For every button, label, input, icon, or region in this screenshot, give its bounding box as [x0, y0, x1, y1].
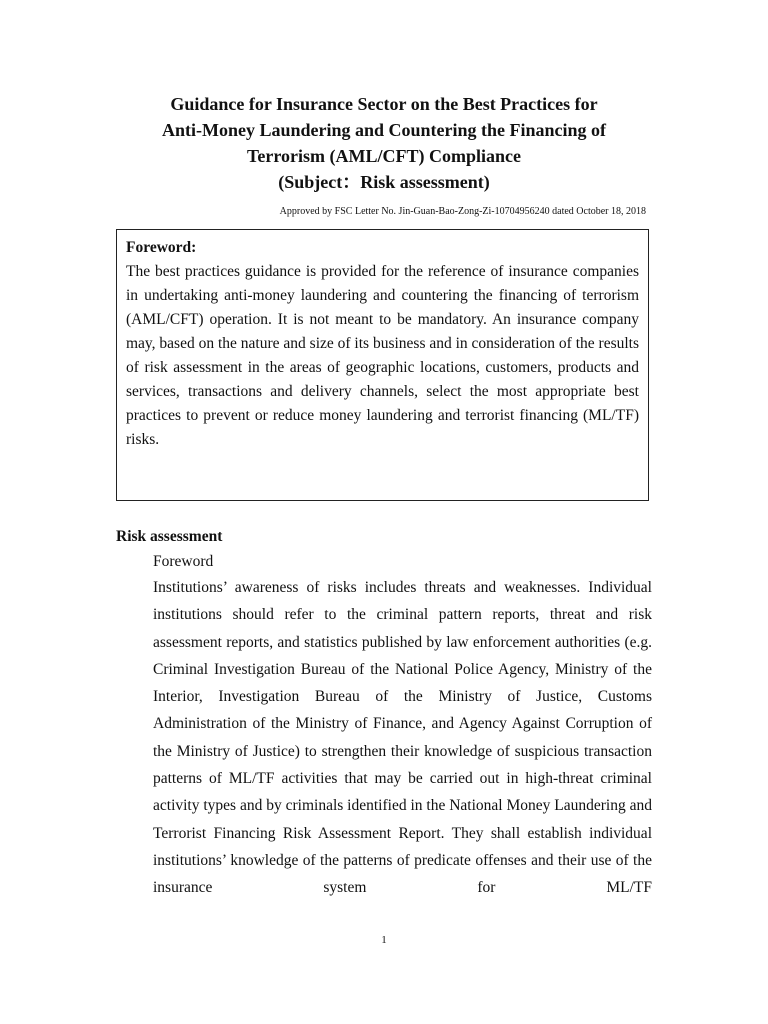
document-title	[100, 91, 668, 195]
title-line-4: (Subject：Risk assessment)	[278, 172, 490, 192]
foreword-box-heading: Foreword:	[126, 239, 197, 256]
section-heading: Risk assessment	[116, 528, 223, 545]
title-line-3: Terrorism (AML/CFT) Compliance	[247, 146, 521, 166]
page-number: 1	[381, 934, 387, 946]
section-body-text: Institutions’ awareness of risks includes threats and weaknesses. Individual institutions should refer to the criminal pattern reports, threat and risk assessment reports, and statistics published by law enforcement authorities (e.g. Criminal Investigation Bureau of the National Police Agency, Ministry of the Interior, Investigation Bureau of the Ministry of Justice, Customs Administration of the Ministry of Finance, and Agency Against Corruption of the Ministry of Justice) to strengthen their knowledge of suspicious transaction patterns of ML/TF activities that may be carried out in high-threat criminal activity types and by criminals identified in the National Money Laundering and Terrorist Financing Risk Assessment Report. They shall establish individual institutions’ knowledge of the patterns of predicate offenses and their use of the insurance system for ML/TF	[153, 579, 652, 897]
foreword-box	[116, 229, 649, 501]
title-line-2: Anti-Money Laundering and Countering the Financing of	[161, 120, 607, 140]
title-line-1: Guidance for Insurance Sector on the Best Practices for	[170, 94, 598, 114]
section-subheading: Foreword	[153, 553, 214, 570]
foreword-box-text: The best practices guidance is provided for the reference of insurance companies in undertaking anti-money laundering and countering the financing of terrorism (AML/CFT) operation. It is not meant to be mandatory. An insurance company may, based on the nature and size of its business and in consideration of the results of risk assessment in the areas of geographic locations, customers, products and services, transactions and delivery channels, select the most appropriate best practices to prevent or reduce money laundering and terrorist financing (ML/TF) risks.	[126, 263, 639, 448]
approval-note: Approved by FSC Letter No. Jin-Guan-Bao-Zong-Zi-10704956240 dated October 18, 2018	[279, 206, 646, 217]
